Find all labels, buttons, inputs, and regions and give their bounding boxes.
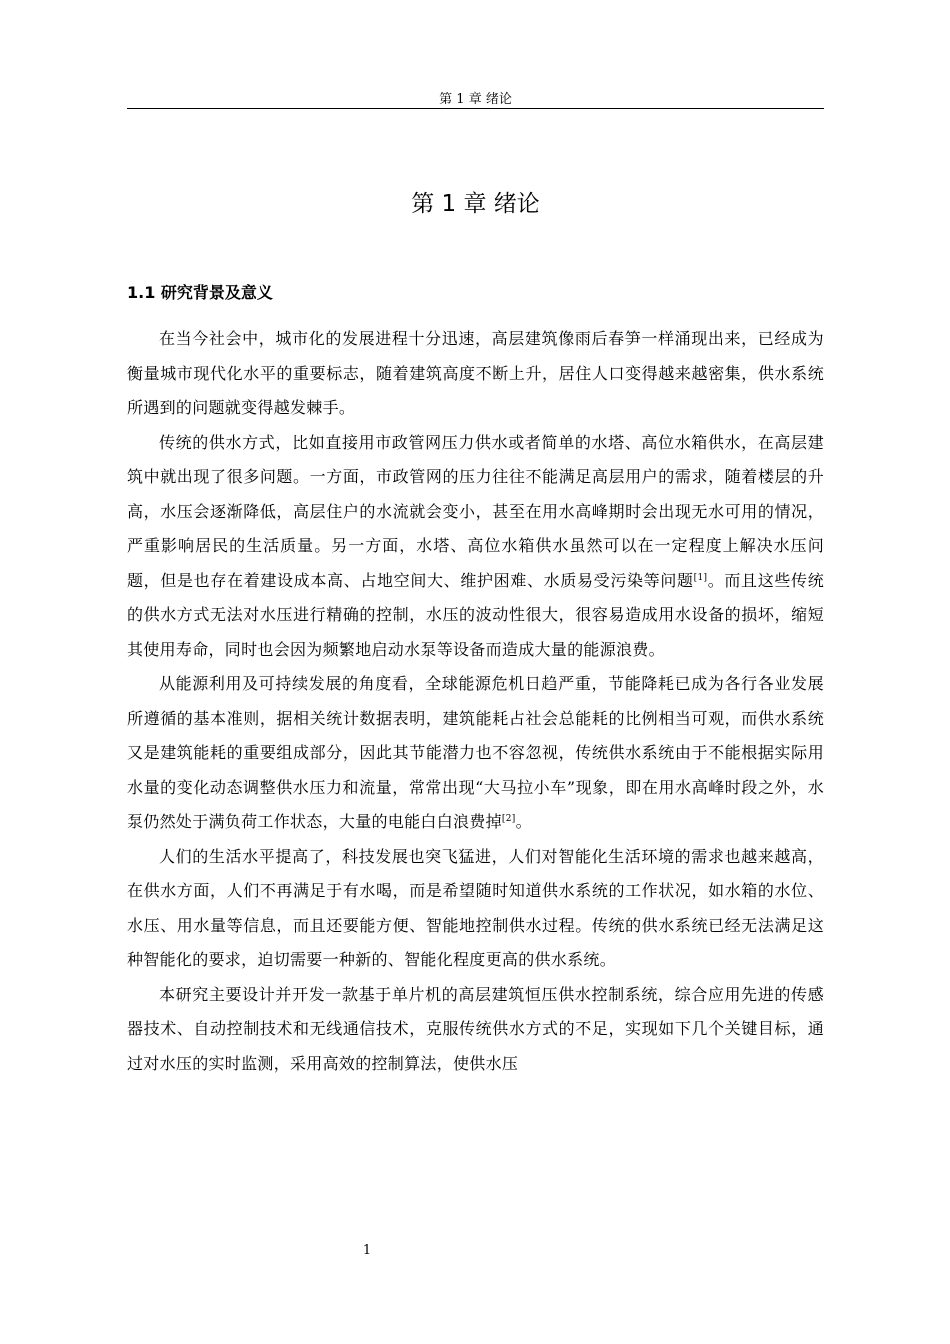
paragraph-text-continued: 。而且这些传统的供水方式无法对水压进行精确的控制，水压的波动性很大，很容易造成用水设备的损坏，缩短其使用寿命，同时也会因为频繁地启动水泵等设备而造成大量的能源浪费。 xyxy=(127,570,824,659)
section-heading: 1.1 研究背景及意义 xyxy=(127,283,273,302)
citation-ref[interactable]: [1] xyxy=(693,572,708,583)
page-number: 1 xyxy=(362,1243,372,1258)
paragraph-2 xyxy=(127,426,824,668)
paragraph-5 xyxy=(127,978,824,1082)
header-rule xyxy=(127,108,824,109)
citation-ref[interactable]: [2] xyxy=(501,814,516,824)
running-header: 第 1 章 绪论 xyxy=(439,92,512,107)
paragraph-4 xyxy=(127,840,824,978)
paragraph-1 xyxy=(127,322,824,426)
paragraph-text: 传统的供水方式，比如直接用市政管网压力供水或者简单的水塔、高位水箱供水，在高层建筑中就出现了很多问题。一方面，市政管网的压力往往不能满足高层用户的需求，随着楼层的升高，水压会逐渐降低，高层住户的水流就会变小，甚至在用水高峰期时会出现无水可用的情况，严重影响居民的生活质量。另一方面，水塔、高位水箱供水虽然可以在一定程度上解决水压问题，但是也存在着建设成本高、占地空间大、维护困难、水质易受污染等问题 xyxy=(127,432,824,590)
body-text xyxy=(127,322,824,1081)
paragraph-text: 人们的生活水平提高了，科技发展也突飞猛进，人们对智能化生活环境的需求也越来越高，在供水方面，人们不再满足于有水喝，而是希望随时知道供水系统的工作状况，如水箱的水位、水压、用水量等信息，而且还要能方便、智能地控制供水过程。传统的供水系统已经无法满足这种智能化的要求，迫切需要一种新的、智能化程度更高的供水系统。 xyxy=(127,846,824,969)
paragraph-text: 从能源利用及可持续发展的角度看，全球能源危机日趋严重，节能降耗已成为各行各业发展所遵循的基本准则，据相关统计数据表明，建筑能耗占社会总能耗的比例相当可观，而供水系统又是建筑能耗的重要组成部分，因此其节能潜力也不容忽视，传统供水系统由于不能根据实际用水量的变化动态调整供水压力和流量，常常出现“大马拉小车”现象，即在用水高峰时段之外，水泵仍然处于满负荷工作状态，大量的电能白白浪费掉 xyxy=(127,674,824,831)
paragraph-text: 在当今社会中，城市化的发展进程十分迅速，高层建筑像雨后春笋一样涌现出来，已经成为衡量城市现代化水平的重要标志，随着建筑高度不断上升，居住人口变得越来越密集，供水系统所遇到的问题就变得越发棘手。 xyxy=(127,329,824,417)
paragraph-text-continued: 。 xyxy=(515,812,532,831)
paragraph-text: 本研究主要设计并开发一款基于单片机的高层建筑恒压供水控制系统，综合应用先进的传感器技术、自动控制技术和无线通信技术，克服传统供水方式的不足，实现如下几个关键目标，通过对水压的实时监测，采用高效的控制算法，使供水压 xyxy=(127,984,824,1073)
chapter-title: 第 1 章 绪论 xyxy=(411,191,540,217)
paragraph-3 xyxy=(127,667,824,840)
